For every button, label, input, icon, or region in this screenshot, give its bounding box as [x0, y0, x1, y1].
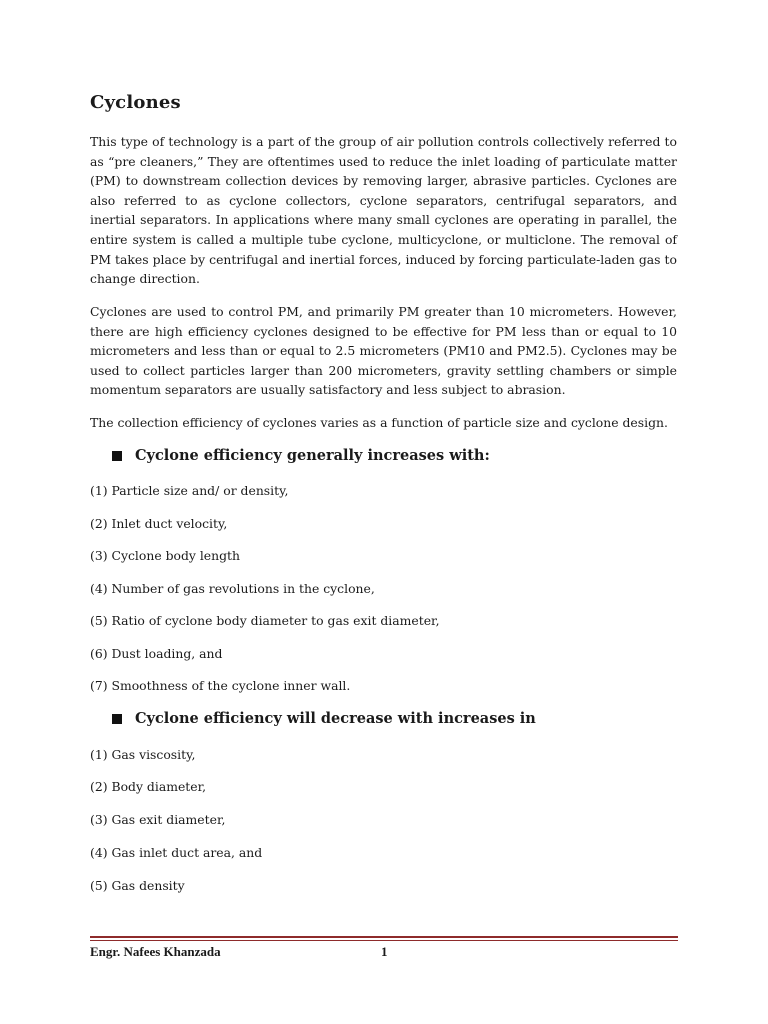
- list-item: (4) Gas inlet duct area, and: [90, 845, 263, 860]
- list-item: (2) Inlet duct velocity,: [90, 516, 228, 531]
- decrease-section-heading: [112, 710, 536, 727]
- list-item: (6) Dust loading, and: [90, 646, 223, 661]
- footer-rule-thin: [90, 940, 678, 941]
- footer-rule-thick: [90, 936, 678, 938]
- list-item: (3) Cyclone body length: [90, 548, 241, 563]
- document-page: [90, 0, 678, 1024]
- page-title: Cyclones: [90, 92, 181, 113]
- list-item: (1) Particle size and/ or density,: [90, 483, 289, 498]
- square-bullet-icon: [112, 714, 122, 724]
- list-item: (1) Gas viscosity,: [90, 747, 196, 762]
- page-number: 1: [381, 944, 388, 959]
- list-item: (7) Smoothness of the cyclone inner wall.: [90, 678, 351, 693]
- paragraph-usage: Cyclones are used to control PM, and primarily PM greater than 10 micrometers. However, there are high efficiency cyclones designed to be effective for PM less than or equal to 10 micrometers and less than or equal to 2.5 micrometers (PM10 and PM2.5). Cyclones may be used to collect particles larger than 200 micrometers, gravity settling chambers or simple momentum separators are usually satisfactory and less subject to abrasion.: [90, 304, 677, 398]
- list-item: (3) Gas exit diameter,: [90, 812, 226, 827]
- increase-section-heading: [112, 447, 490, 464]
- paragraph-intro: This type of technology is a part of the group of air pollution controls collectively referred to as “pre cleaners,” They are oftentimes used to reduce the inlet loading of particulate matter (PM) to downstream collection devices by removing larger, abrasive particles. Cyclones are also referred to as cyclone collectors, cyclone separators, centrifugal separators, and inertial separators. In applications where many small cyclones are operating in parallel, the entire system is called a multiple tube cyclone, multicyclone, or multiclone. The removal of PM takes place by centrifugal and inertial forces, induced by forcing particulate-laden gas to change direction.: [90, 134, 677, 287]
- increase-heading-text: Cyclone efficiency generally increases with:: [135, 447, 490, 464]
- list-item: (2) Body diameter,: [90, 779, 207, 794]
- list-item: (5) Gas density: [90, 878, 185, 893]
- square-bullet-icon: [112, 451, 122, 461]
- decrease-heading-text: Cyclone efficiency will decrease with increases in: [135, 710, 536, 727]
- list-item: (4) Number of gas revolutions in the cyclone,: [90, 581, 375, 596]
- paragraph-efficiency: The collection efficiency of cyclones varies as a function of particle size and cyclone design.: [90, 415, 668, 430]
- footer-author: Engr. Nafees Khanzada: [90, 944, 221, 959]
- list-item: (5) Ratio of cyclone body diameter to gas exit diameter,: [90, 613, 440, 628]
